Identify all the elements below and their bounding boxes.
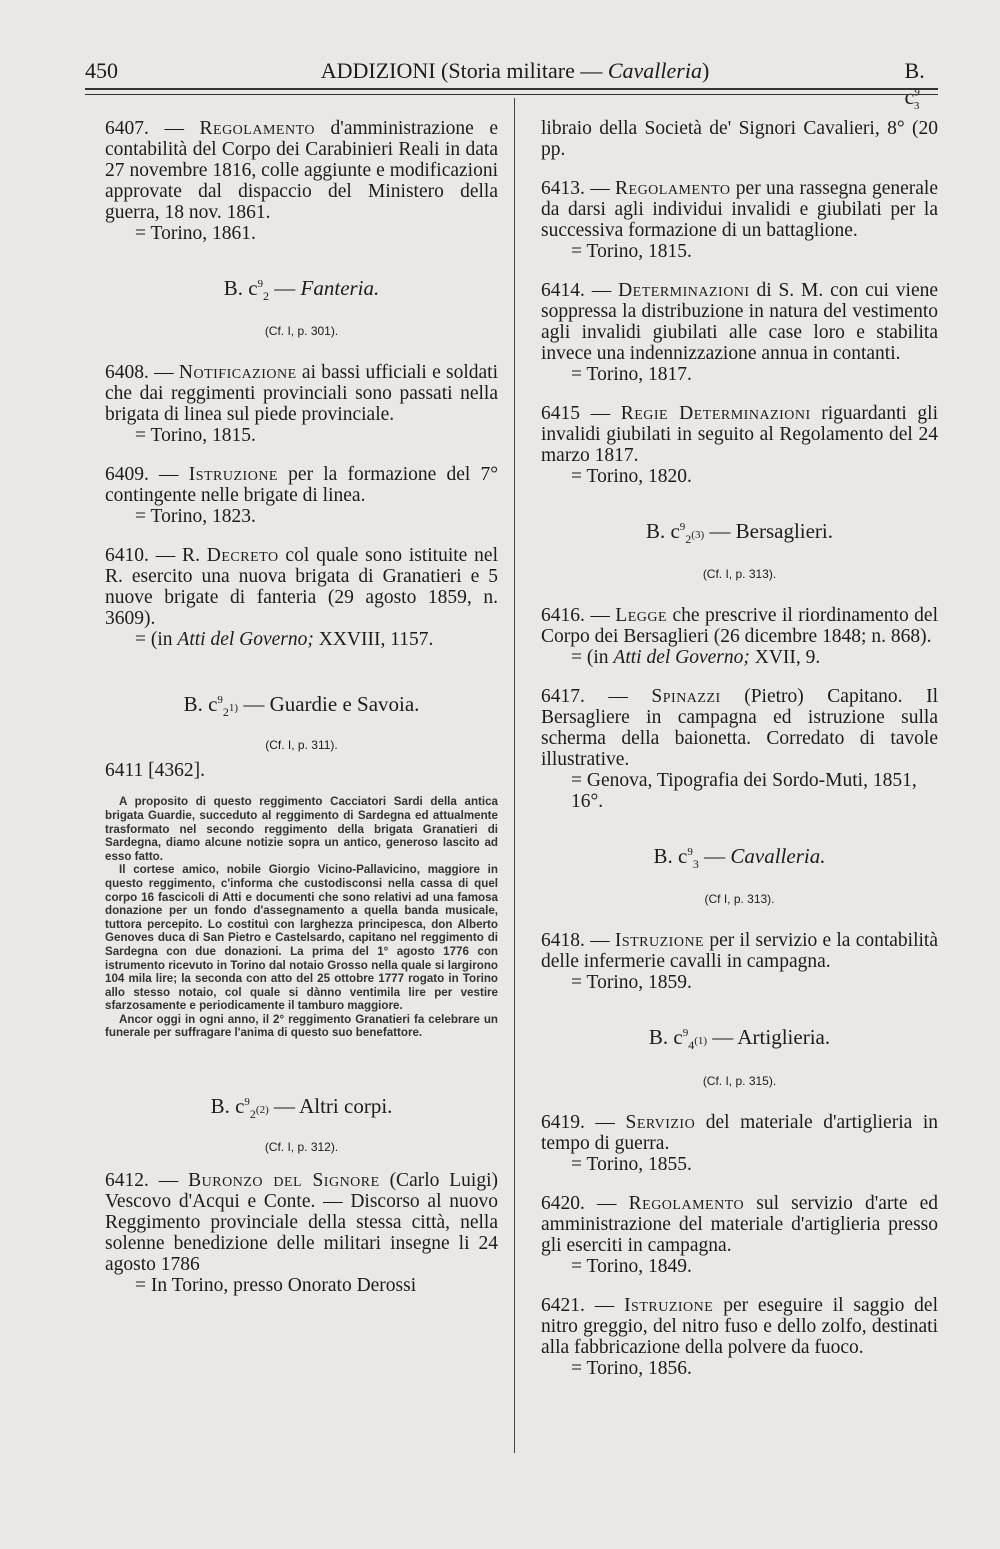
publication-info: = Torino, 1815. [135, 425, 256, 447]
entry-6410: 6410. — R. Decreto col quale sono istituite nel R. esercito una nuova brigata di Granatieri e 5 nuove brigate di fanteria (29 agosto 1859, n. 3609). = (in Atti del Governo; XXVIII, 1157. [105, 545, 498, 651]
running-title: ADDIZIONI (Storia militare — Cavalleria) [320, 58, 710, 83]
publication-info: = Genova, Tipografia dei Sordo-Muti, 1851, 16°. [571, 770, 917, 813]
page-number: 450 [85, 58, 118, 83]
entry-6419: 6419. — Servizio del materiale d'artiglieria in tempo di guerra. = Torino, 1855. [541, 1111, 938, 1175]
entry-6413: 6413. — Regolamento per una rassegna generale da darsi agli individui invalidi e giubilati per la successiva formazione di un battaglione. = Torino, 1815. [541, 178, 938, 262]
publication-info: = Torino, 1823. [135, 506, 256, 528]
header-rule [85, 88, 938, 90]
entry-6412: 6412. — Buronzo del Signore (Carlo Luigi) Vescovo d'Acqui e Conte. — Discorso al nuovo Reggimento provinciale della stessa città, nella solenne benedizione delle militari insegne li 24 agosto 1786 = In Torino, presso Onorato Derossi [105, 1170, 499, 1297]
entry-6417: 6417. — Spinazzi (Pietro) Capitano. Il Bersagliere in campagna ed istruzione sulla scherma della baionetta. Corredato di tavole illustrative. = Genova, Tipografia dei Sordo-Muti, 1851, 16°. [541, 686, 938, 813]
publication-info: = Torino, 1855. [571, 1153, 692, 1175]
publication-info: = In Torino, presso Onorato Derossi [135, 1275, 417, 1297]
cross-reference: (Cf. I, p. 311). [265, 738, 338, 753]
cross-reference: (Cf. I, p. 315). [702, 1073, 777, 1088]
section-code: B. $c^9_3$ [904, 58, 925, 113]
publication-info: = (in Atti del Governo; XXVIII, 1157. [135, 629, 434, 651]
entry-6414: 6414. — Determinazioni di S. M. con cui viene soppressa la distribuzione in natura del vestimento agli invalidi giubilati alle case loro e stabilita invece una indennizzazione annua in contanti. = Torino, 1817. [541, 280, 938, 385]
left-column [105, 118, 498, 1314]
cross-reference: (Cf I, p. 313). [704, 892, 775, 907]
column-divider [514, 98, 515, 1453]
publication-info: = Torino, 1861. [135, 223, 256, 244]
publication-info: = (in Atti del Governo; XVII, 9. [571, 647, 821, 669]
entry-6407: 6407. — Regolamento d'amministrazione e contabilità del Corpo dei Carabinieri Reali in data 27 novembre 1816, colle aggiunte e modificazioni approvate dal dispaccio del Ministero della guerra, 18 nov. 1861. = Torino, 1861. [105, 118, 498, 244]
entry-6409: 6409. — Istruzione per la formazione del 7° contingente nelle brigate di linea. = Torino, 1823. [105, 464, 498, 528]
publication-info: = Torino, 1849. [571, 1255, 692, 1277]
cross-reference: (Cf. I, p. 301). [264, 324, 339, 339]
entry-6418: 6418. — Istruzione per il servizio e la contabilità delle infermerie cavalli in campagna. = Torino, 1859. [541, 930, 939, 994]
publication-info: = Torino, 1856. [571, 1357, 692, 1379]
publication-info: = Torino, 1820. [571, 466, 692, 487]
section-heading-fanteria: B. $c^9_2$ — Fanteria. [223, 276, 380, 304]
right-column [541, 118, 938, 1397]
running-header [85, 58, 945, 113]
publication-info: = Torino, 1815. [571, 241, 692, 262]
entry-6411: 6411 [4362]. [105, 760, 206, 782]
section-heading-altri-corpi: B. $c^9_2(2)$ — Altri corpi. [210, 1094, 393, 1122]
publication-info: = Torino, 1859. [571, 972, 692, 994]
entry-6416: 6416. — Legge che prescrive il riordinamento del Corpo dei Bersaglieri (26 dicembre 1848; n. 868). = (in Atti del Governo; XVII, 9. [541, 605, 938, 669]
publication-info: = Torino, 1817. [571, 364, 692, 385]
cross-reference: (Cf. I, p. 313). [702, 567, 777, 582]
section-heading-cavalleria: B. $c^9_3$ — Cavalleria. [653, 844, 826, 872]
entry-6420: 6420. — Regolamento sul servizio d'arte ed amministrazione del materiale d'artiglieria presso gli eserciti in campagna. = Torino, 1849. [541, 1192, 939, 1277]
entry-6412-continued: libraio della Società de' Signori Cavalieri, 8° (20 pp. [541, 118, 938, 160]
footnote: A proposito di questo reggimento Cacciatori Sardi della antica brigata Guardie, succeduto al reggimento di Sardegna ed attualmente trasformato nel secondo reggimento della brigata Granatieri di Sardegna, diamo alcune notizie sopra un antico, generoso lascito ad esso fatto. Il cortese amico, nobile Giorgio Vicino-Pallavicino, maggiore in questo reggimento, c'informa che custodisconsi nella cassa di quel corpo 16 fascicoli di Atti e documenti che sono relativi ad una famosa donazione per un fondo d'assegnamento a quella banda musicale, tuttora percepito. Lo costituì con larghezza principesca, don Alberto Genoves duca di San Pietro e Castelsardo, capitano nel reggimento di Sardegna con due donazioni. La prima del 1° agosto 1776 con istrumento ricevuto in Torino dal notaio Grosso nella quale si largirono 104 mila lire; la seconda con atto del 25 ottobre 1777 rogato in Torino allo stesso notaio, col quale si dànno ventimila lire per vestire sfarzosamente e periodicamente il tamburo maggiore. Ancor oggi in ogni anno, il 2° reggimento Granatieri fa celebrare un funerale per suffragare l'anima di questo suo benefattore. [105, 795, 498, 1040]
cross-reference: (Cf. I, p. 312). [264, 1140, 339, 1155]
section-heading-guardie: B. $c^9_21$) — Guardie e Savoia. [183, 692, 420, 720]
entry-6408: 6408. — Notificazione ai bassi ufficiali e soldati che dai reggimenti provinciali sono passati nella brigata di linea sul piede provinciale. = Torino, 1815. [105, 362, 499, 447]
entry-6415: 6415 — Regie Determinazioni riguardanti gli invalidi giubilati in seguito al Regolamento del 24 marzo 1817. = Torino, 1820. [541, 403, 938, 487]
section-heading-artiglieria: B. $c^9_4(1)$ — Artiglieria. [648, 1025, 831, 1053]
header-rule-thin [85, 94, 938, 95]
section-heading-bersaglieri: B. $c^9_2(3)$ — Bersaglieri. [645, 519, 834, 547]
entry-6421: 6421. — Istruzione per eseguire il saggio del nitro greggio, del nitro fuso e dello zolfo, destinati alla fabbricazione della polvere da fuoco. = Torino, 1856. [541, 1294, 938, 1379]
